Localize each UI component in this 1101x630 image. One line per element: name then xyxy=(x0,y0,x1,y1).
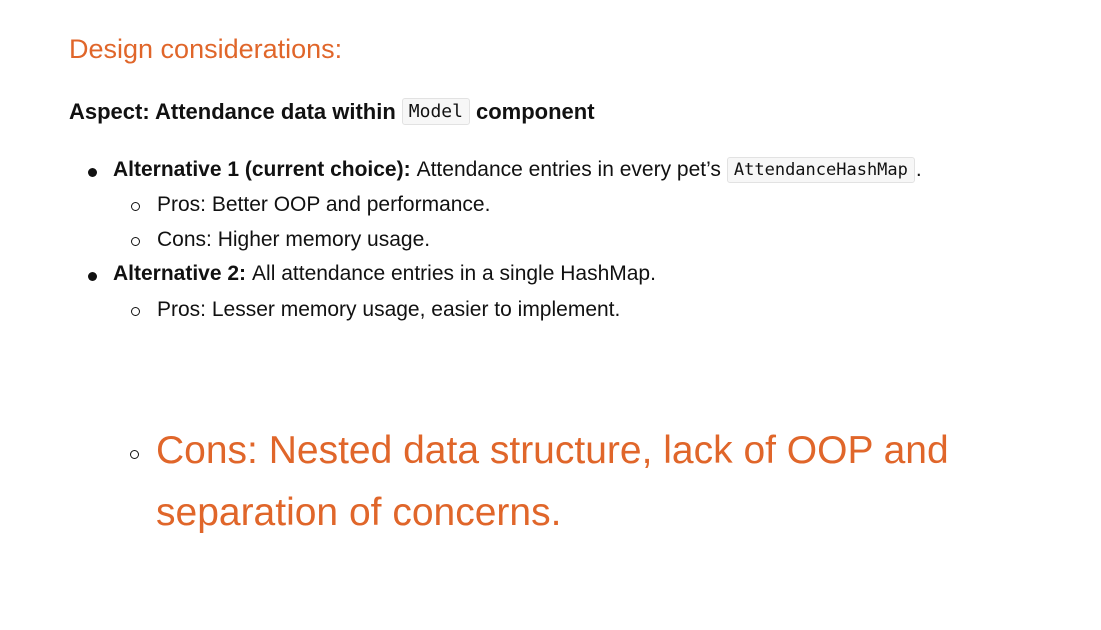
sub-bullet-icon xyxy=(131,202,140,211)
aspect-heading xyxy=(69,98,595,125)
bullet-icon xyxy=(88,272,97,281)
alternative-2-label: Alternative 2: xyxy=(113,262,247,285)
sub-bullet-icon xyxy=(131,237,140,246)
aspect-suffix: component xyxy=(475,98,595,124)
sub-bullet-icon xyxy=(130,450,139,459)
alternative-1-code: AttendanceHashMap xyxy=(727,157,915,183)
highlighted-cons xyxy=(156,420,1036,544)
aspect-prefix: Aspect: Attendance data within xyxy=(69,98,396,124)
alternative-1-item xyxy=(113,157,922,183)
alternative-1-pros: Pros: Better OOP and performance. xyxy=(157,193,491,216)
sub-bullet-icon xyxy=(131,307,140,316)
alternative-1-text: Attendance entries in every pet’s xyxy=(416,158,721,181)
section-heading: Design considerations: xyxy=(69,34,343,64)
alternative-1-label: Alternative 1 (current choice): xyxy=(113,158,411,181)
highlighted-cons-line-1: Cons: Nested data structure, lack of OOP and xyxy=(156,429,949,472)
alternative-2-item xyxy=(113,262,656,286)
alternative-2-text: All attendance entries in a single HashMap. xyxy=(252,262,656,285)
alternative-2-pros: Pros: Lesser memory usage, easier to implement. xyxy=(157,298,621,321)
aspect-code: Model xyxy=(402,98,470,125)
bullet-icon xyxy=(88,168,97,177)
alternative-1-cons: Cons: Higher memory usage. xyxy=(157,228,431,251)
alternative-1-trailing: . xyxy=(915,158,922,181)
highlighted-cons-line-2: separation of concerns. xyxy=(156,491,562,534)
